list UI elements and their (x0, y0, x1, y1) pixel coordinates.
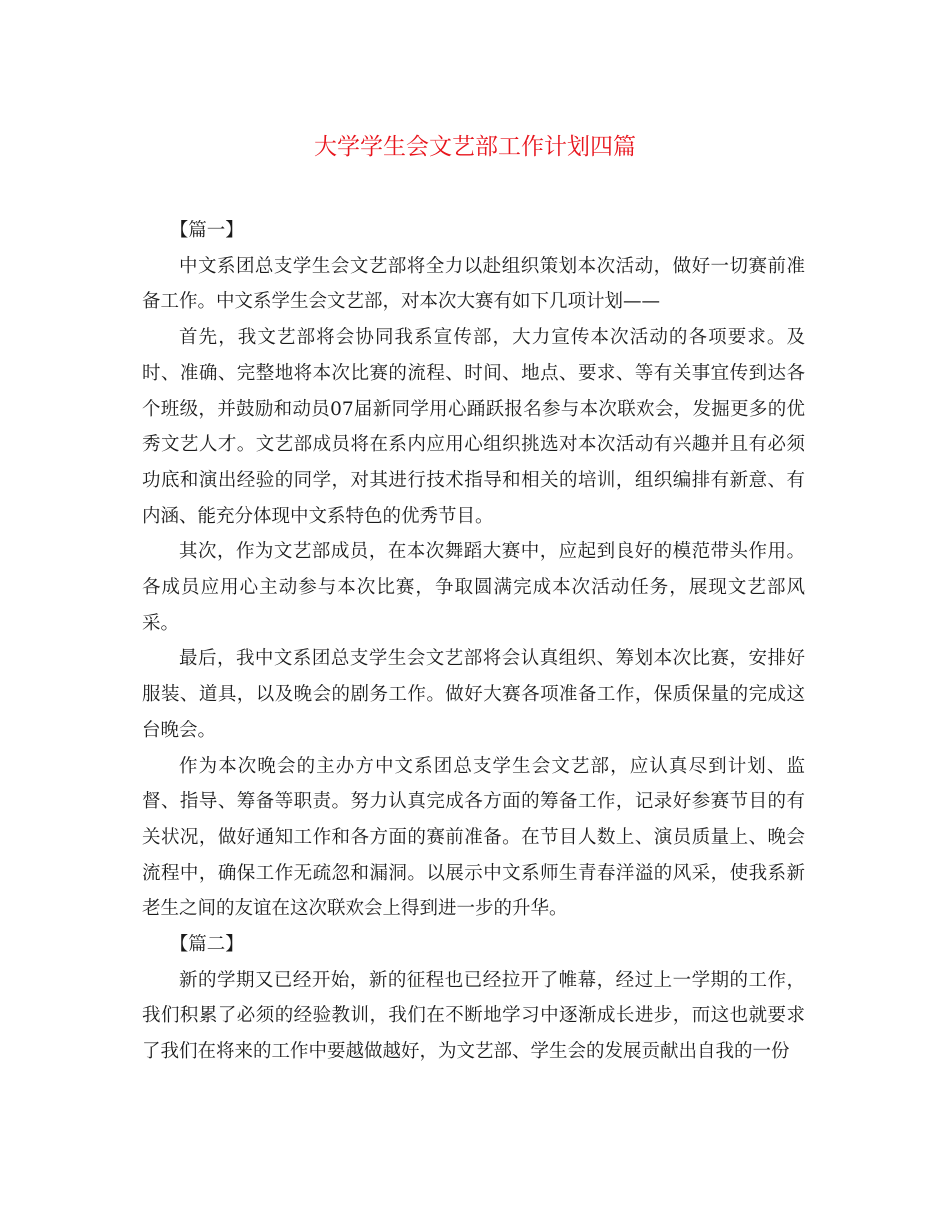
paragraph: 首先，我文艺部将会协同我系宣传部，大力宣传本次活动的各项要求。及时、准确、完整地将本次比赛的流程、时间、地点、要求、等有关事宜传到达各个班级，并鼓励和动员07届新同学用心踊跃报名参与本次联欢会，发掘更多的优秀文艺人才。文艺部成员将在系内应用心组织挑选对本次活动有兴趣并且有必须功底和演出经验的同学，对其进行技术指导和相关的培训，组织编排有新意、有内涵、能充分体现中文系特色的优秀节目。 (142, 327, 805, 527)
section-heading-2: 【篇二】 (169, 934, 244, 956)
paragraph: 其次，作为文艺部成员，在本次舞蹈大赛中，应起到良好的模范带头作用。各成员应用心主动参与本次比赛，争取圆满完成本次活动任务，展现文艺部风采。 (142, 541, 805, 634)
document-title: 大学学生会文艺部工作计划四篇 (314, 134, 636, 160)
paragraph: 中文系团总支学生会文艺部将全力以赴组织策划本次活动，做好一切赛前准备工作。中文系学生会文艺部，对本次大赛有如下几项计划—— (142, 255, 805, 313)
paragraph: 新的学期又已经开始，新的征程也已经拉开了帷幕，经过上一学期的工作，我们积累了必须的经验教训，我们在不断地学习中逐渐成长进步，而这也就要求了我们在将来的工作中要越做越好，为文艺部、学生会的发展贡献出自我的一份 (142, 969, 805, 1063)
document-body (142, 213, 805, 1070)
section-heading-1: 【篇一】 (169, 220, 244, 241)
paragraph: 作为本次晚会的主办方中文系团总支学生会文艺部，应认真尽到计划、监督、指导、筹备等职责。努力认真完成各方面的筹备工作，记录好参赛节目的有关状况，做好通知工作和各方面的赛前准备。在节目人数上、演员质量上、晚会流程中，确保工作无疏忽和漏洞。以展示中文系师生青春洋溢的风采，使我系新老生之间的友谊在这次联欢会上得到进一步的升华。 (142, 755, 805, 920)
paragraph: 最后，我中文系团总支学生会文艺部将会认真组织、筹划本次比赛，安排好服装、道具，以及晚会的剧务工作。做好大赛各项准备工作，保质保量的完成这台晚会。 (142, 648, 805, 741)
